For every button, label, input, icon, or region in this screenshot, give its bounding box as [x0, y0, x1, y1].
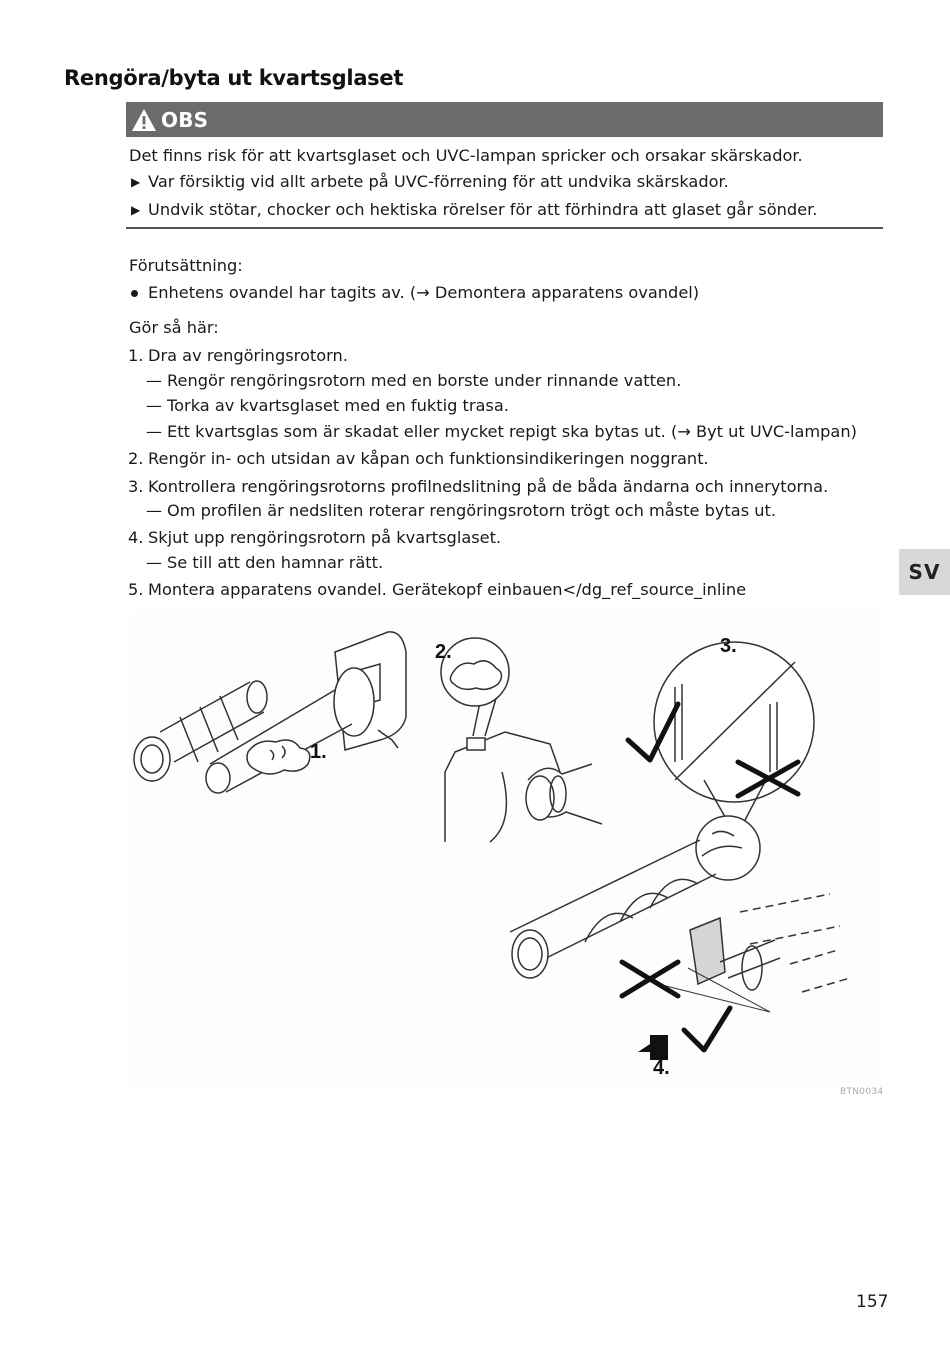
step-number: 1.	[128, 346, 144, 365]
step-number: 4.	[128, 528, 144, 547]
step-text: Kontrollera rengöringsrotorns profilnedslitning på de båda ändarna och innerytorna.	[148, 477, 829, 496]
substep-text: Om profilen är nedsliten roterar rengöringsrotorn trögt och måste bytas ut.	[167, 501, 777, 520]
warning-triangle-icon	[131, 108, 157, 132]
substep-text: Ett kvartsglas som är skadat eller mycket repigt ska bytas ut. (→ Byt ut UVC-lampan)	[167, 422, 857, 441]
arrow-right-icon: ▶	[131, 203, 141, 217]
figure-code: BTN0034	[840, 1087, 884, 1097]
section-heading: Rengöra/byta ut kvartsglaset	[64, 66, 404, 90]
step-label: 3.	[720, 635, 737, 657]
step-number: 5.	[128, 580, 144, 599]
step-text: Dra av rengöringsrotorn.	[148, 346, 348, 365]
prerequisite-item: Enhetens ovandel har tagits av. (→ Demontera apparatens ovandel)	[148, 283, 700, 302]
step-label: 1.	[310, 741, 327, 763]
bullet-icon	[131, 290, 138, 297]
language-tab: SV	[899, 549, 950, 595]
substep-text: Se till att den hamnar rätt.	[167, 553, 384, 572]
substep-text: Torka av kvartsglaset med en fuktig trasa.	[167, 396, 509, 415]
warning-banner	[126, 102, 883, 137]
arrow-right-icon: ▶	[131, 175, 141, 189]
warning-text: Det finns risk för att kvartsglaset och UVC-lampan spricker och orsakar skärskador.	[129, 146, 803, 165]
substep-dash: —	[146, 396, 162, 415]
substep-dash: —	[146, 422, 162, 441]
substep-text: Rengör rengöringsrotorn med en borste under rinnande vatten.	[167, 371, 682, 390]
warning-action: Var försiktig vid allt arbete på UVC-förrening för att undvika skärskador.	[148, 172, 729, 191]
step-text: Montera apparatens ovandel. Gerätekopf einbauen</dg_ref_source_inline	[148, 580, 747, 599]
step-number: 3.	[128, 477, 144, 496]
page-number: 157	[856, 1292, 889, 1312]
step-label: 4.	[653, 1057, 670, 1079]
step-label: 2.	[435, 641, 452, 663]
warning-label: OBS	[161, 107, 209, 132]
procedure-title: Gör så här:	[129, 318, 219, 337]
warning-divider	[126, 227, 883, 229]
step-text: Rengör in- och utsidan av kåpan och funktionsindikeringen noggrant.	[148, 449, 709, 468]
substep-dash: —	[146, 553, 162, 572]
cleaning-illustration	[130, 612, 882, 1086]
step-number: 2.	[128, 449, 144, 468]
step-text: Skjut upp rengöringsrotorn på kvartsglaset.	[148, 528, 502, 547]
substep-dash: —	[146, 371, 162, 390]
warning-action: Undvik stötar, chocker och hektiska rörelser för att förhindra att glaset går sönder.	[148, 200, 818, 219]
substep-dash: —	[146, 501, 162, 520]
prerequisite-title: Förutsättning:	[129, 256, 243, 275]
